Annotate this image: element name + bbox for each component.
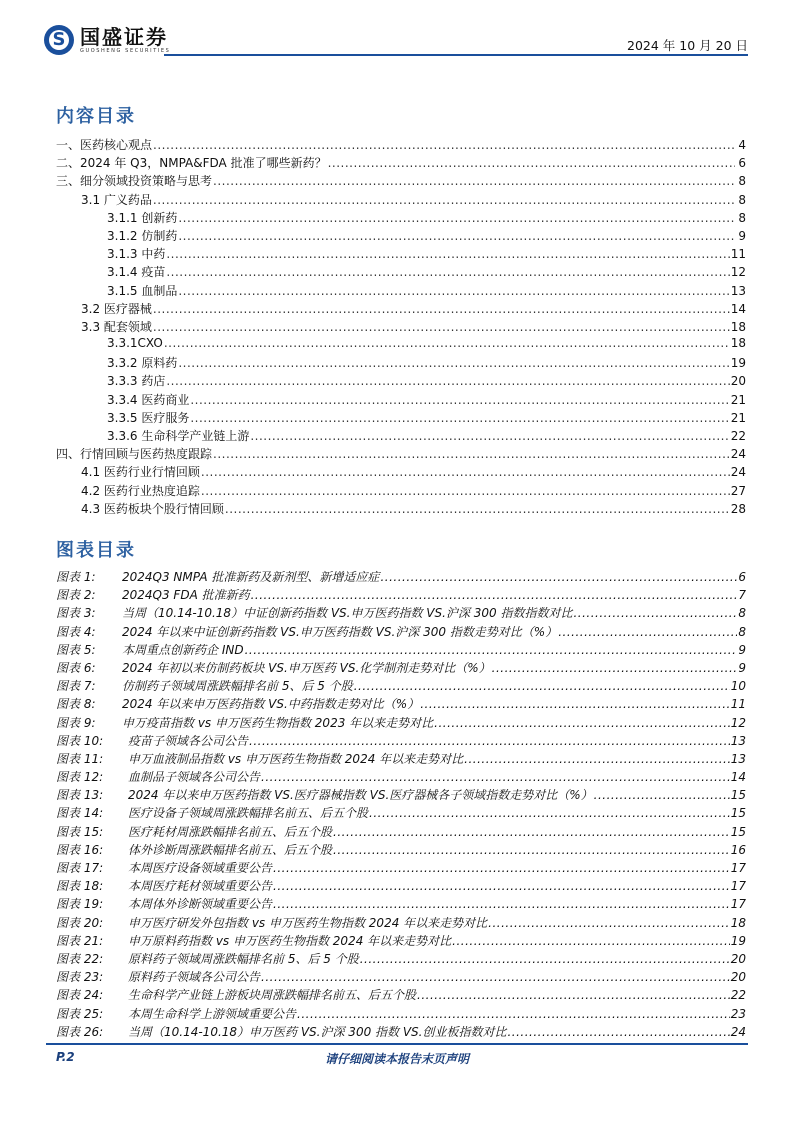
toc-entry-label: 一、医药核心观点 <box>56 138 153 152</box>
dot-leader <box>573 606 737 620</box>
toc-entry[interactable] <box>56 136 746 154</box>
dot-leader <box>297 1007 730 1021</box>
toc-entry-page: 21 <box>730 392 746 407</box>
figure-page: 20 <box>730 951 746 966</box>
figure-page: 10 <box>730 679 746 694</box>
figure-label: 2024 年以来申万医药指数 VS.中药指数走势对比（%） <box>122 697 420 712</box>
figure-label: 生命科学产业链上游板块周涨跌幅排名前五、后五个股 <box>128 988 417 1003</box>
dot-leader <box>249 734 730 748</box>
figure-label: 申万原料药指数 vs 申万医药生物指数 2024 年以来走势对比 <box>128 933 452 948</box>
toc-entry-page: 8 <box>738 192 746 207</box>
figure-number: 图表 26: <box>56 1024 104 1039</box>
figure-number: 图表 1: <box>56 570 96 584</box>
figure-page: 14 <box>730 770 746 785</box>
toc-entry-page: 28 <box>730 501 746 516</box>
figure-entry[interactable] <box>56 586 746 604</box>
dot-leader <box>178 211 735 225</box>
toc-entry[interactable] <box>56 482 746 500</box>
toc-entry-page: 19 <box>730 356 746 371</box>
figure-entry[interactable] <box>56 695 746 713</box>
dot-leader <box>360 952 730 966</box>
dot-leader <box>190 393 729 407</box>
dot-leader <box>213 174 735 188</box>
figure-entry[interactable] <box>56 1005 746 1023</box>
figure-number: 图表 5: <box>56 642 96 657</box>
figure-entry[interactable] <box>56 659 746 677</box>
figure-number: 图表 22: <box>56 951 104 966</box>
toc-entry-label: 3.3.1CXO <box>107 336 163 351</box>
toc-entry[interactable] <box>56 191 746 209</box>
toc-entry-label: 3.1 广义药品 <box>81 192 152 207</box>
figure-entry[interactable] <box>56 841 746 859</box>
figure-entry[interactable] <box>56 968 746 986</box>
figure-page: 13 <box>730 751 746 766</box>
toc-entry-label: 二、2024 年 Q3，NMPA&FDA 批准了哪些新药？ <box>56 156 327 171</box>
figure-number: 图表 6: <box>56 660 96 675</box>
dot-leader <box>178 284 729 298</box>
figure-entry[interactable] <box>56 986 746 1004</box>
dot-leader <box>164 336 730 350</box>
dot-leader <box>273 861 730 875</box>
toc-entry-label: 3.1.5 血制品 <box>107 283 178 298</box>
figure-page: 22 <box>730 988 746 1003</box>
toc-entry-page: 24 <box>730 447 746 462</box>
figure-number: 图表 7: <box>56 679 96 694</box>
toc-entry[interactable] <box>56 372 746 390</box>
toc-entry[interactable] <box>56 391 746 409</box>
figure-entry[interactable] <box>56 877 746 895</box>
toc-entry[interactable] <box>56 154 746 172</box>
figure-page: 17 <box>730 897 746 912</box>
toc-entry-label: 3.1.3 中药 <box>107 247 166 262</box>
figure-page: 9 <box>738 660 746 675</box>
dot-leader <box>452 934 730 948</box>
figure-number: 图表 2: <box>56 588 96 603</box>
dot-leader <box>354 679 730 693</box>
figure-entry[interactable] <box>56 714 746 732</box>
figure-entry[interactable] <box>56 823 746 841</box>
figure-page: 6 <box>738 570 746 584</box>
figure-page: 7 <box>738 588 746 603</box>
toc-entry-label: 3.3.5 医疗服务 <box>107 410 190 425</box>
toc-entry-page: 4 <box>738 138 746 152</box>
logo-name-cn: 国盛证券 <box>80 24 168 49</box>
dot-leader <box>369 806 730 820</box>
figure-label: 2024 年以来中证创新药指数 VS.申万医药指数 VS.沪深 300 指数走势对比（%） <box>122 624 558 639</box>
page-header <box>0 0 794 60</box>
dot-leader <box>153 302 730 316</box>
toc-entry-page: 11 <box>730 247 746 262</box>
figure-label: 2024Q3 NMPA 批准新药及新剂型、新增适应症 <box>122 570 380 584</box>
dot-leader <box>153 320 730 334</box>
toc-entry-label: 3.2 医疗器械 <box>81 301 152 316</box>
figure-label: 血制品子领域各公司公告 <box>128 770 261 785</box>
figure-label: 疫苗子领域各公司公告 <box>128 733 249 748</box>
toc-entry-label: 三、细分领域投资策略与思考 <box>56 174 213 189</box>
figure-label: 申万疫苗指数 vs 申万医药生物指数 2023 年以来走势对比 <box>122 715 434 730</box>
figure-number: 图表 14: <box>56 806 104 821</box>
figure-label: 申万医疗研发外包指数 vs 申万医药生物指数 2024 年以来走势对比 <box>128 915 488 930</box>
toc-entry-page: 18 <box>730 319 746 334</box>
figure-label: 体外诊断周涨跌幅排名前五、后五个股 <box>128 842 333 857</box>
figure-number: 图表 10: <box>56 733 104 748</box>
figure-label: 当周（10.14-10.18）中证创新药指数 VS.申万医药指数 VS.沪深 300 指数指数对比 <box>122 606 573 621</box>
dot-leader <box>178 356 729 370</box>
toc-entry-label: 3.3 配套领域 <box>81 319 152 334</box>
figure-number: 图表 17: <box>56 861 104 875</box>
dot-leader <box>420 697 730 711</box>
contents-title: 内容目录 <box>56 106 136 127</box>
dot-leader <box>333 825 730 839</box>
dot-leader <box>380 570 737 584</box>
figure-page: 24 <box>730 1024 746 1039</box>
toc-entry-page: 24 <box>730 465 746 480</box>
toc-entry-page: 8 <box>738 210 746 225</box>
toc-entry[interactable] <box>56 409 746 427</box>
figure-page: 15 <box>730 824 746 839</box>
figure-entry[interactable] <box>56 604 746 622</box>
figure-entry[interactable] <box>56 768 746 786</box>
figure-entry[interactable] <box>56 677 746 695</box>
figure-label: 本周生命科学上游领域重要公告 <box>128 1006 297 1021</box>
dot-leader <box>273 879 730 893</box>
dot-leader <box>328 156 735 170</box>
dot-leader <box>417 988 730 1002</box>
toc-entry-page: 8 <box>738 174 746 189</box>
figure-number: 图表 21: <box>56 933 104 948</box>
dot-leader <box>333 843 730 857</box>
figure-page: 9 <box>738 642 746 657</box>
toc-entry[interactable] <box>56 282 746 300</box>
toc-entry-page: 22 <box>730 429 746 443</box>
logo-icon: S <box>44 25 74 55</box>
toc-entry-label: 3.3.6 生命科学产业链上游 <box>107 429 250 443</box>
toc-entry-label: 3.3.4 医药商业 <box>107 392 190 407</box>
toc-entry[interactable] <box>56 227 746 245</box>
dot-leader <box>464 752 730 766</box>
figure-label: 原料药子领域周涨跌幅排名前 5、后 5 个股 <box>128 951 359 966</box>
dot-leader <box>273 897 730 911</box>
dot-leader <box>245 643 738 657</box>
footer-divider <box>46 1043 748 1045</box>
figure-number: 图表 13: <box>56 788 104 803</box>
dot-leader <box>190 411 729 425</box>
figures-title: 图表目录 <box>56 540 136 561</box>
figure-entry[interactable] <box>56 1023 746 1041</box>
toc-entry[interactable] <box>56 445 746 463</box>
header-divider <box>164 54 748 56</box>
dot-leader <box>225 502 730 516</box>
figure-label: 医疗耗材周涨跌幅排名前五、后五个股 <box>128 824 333 839</box>
figure-number: 图表 20: <box>56 915 104 930</box>
figure-number: 图表 18: <box>56 879 104 894</box>
figure-page: 13 <box>730 733 746 748</box>
toc-entry-label: 四、行情回顾与医药热度跟踪 <box>56 447 213 462</box>
figure-label: 本周医疗设备领域重要公告 <box>128 861 273 875</box>
figure-page: 18 <box>730 915 746 930</box>
figure-label: 医疗设备子领域周涨跌幅排名前五、后五个股 <box>128 806 369 821</box>
logo-name-en: GUOSHENG SECURITIES <box>80 47 171 54</box>
toc-entry-label: 3.1.1 创新药 <box>107 210 178 225</box>
figure-entry[interactable] <box>56 895 746 913</box>
figure-entry[interactable] <box>56 623 746 641</box>
dot-leader <box>261 970 730 984</box>
figure-entry[interactable] <box>56 914 746 932</box>
dot-leader <box>153 193 735 207</box>
figure-number: 图表 24: <box>56 988 104 1003</box>
figure-entry[interactable] <box>56 641 746 659</box>
figure-page: 8 <box>738 606 746 621</box>
toc-entry-label: 3.3.3 药店 <box>107 374 166 389</box>
toc-entry[interactable] <box>56 318 746 336</box>
figure-label: 2024 年初以来仿制药板块 VS.申万医药 VS.化学制剂走势对比（%） <box>122 660 491 675</box>
figure-page: 15 <box>730 806 746 821</box>
dot-leader <box>166 247 729 261</box>
figure-number: 图表 12: <box>56 770 104 785</box>
dot-leader <box>251 588 738 602</box>
figure-page: 12 <box>730 715 746 730</box>
dot-leader <box>594 788 730 802</box>
figure-entry[interactable] <box>56 750 746 768</box>
figure-number: 图表 3: <box>56 606 96 621</box>
toc-entry[interactable] <box>56 354 746 372</box>
toc-entry-page: 13 <box>730 283 746 298</box>
toc-entry[interactable] <box>56 209 746 227</box>
dot-leader <box>250 429 729 443</box>
disclaimer-note: 请仔细阅读本报告末页声明 <box>324 1052 469 1066</box>
toc-entry-page: 20 <box>730 374 746 389</box>
figure-page: 8 <box>738 624 746 639</box>
figure-number: 图表 9: <box>56 715 96 730</box>
toc-entry[interactable] <box>56 245 746 263</box>
page-number: P.2 <box>56 1050 75 1064</box>
figure-entry[interactable] <box>56 804 746 822</box>
toc-entry[interactable] <box>56 500 746 518</box>
figure-label: 申万血液制品指数 vs 申万医药生物指数 2024 年以来走势对比 <box>128 751 464 766</box>
figure-number: 图表 8: <box>56 697 96 712</box>
dot-leader <box>201 484 730 498</box>
dot-leader <box>178 229 735 243</box>
toc-entry[interactable] <box>56 427 746 445</box>
figure-page: 15 <box>730 788 746 803</box>
figure-page: 23 <box>730 1006 746 1021</box>
table-of-contents <box>56 136 746 518</box>
toc-entry-page: 14 <box>730 301 746 316</box>
toc-entry[interactable] <box>56 172 746 190</box>
figure-entry[interactable] <box>56 932 746 950</box>
figure-page: 11 <box>730 697 746 712</box>
dot-leader <box>166 265 729 279</box>
figure-entry[interactable] <box>56 732 746 750</box>
figure-number: 图表 15: <box>56 824 104 839</box>
figure-entry[interactable] <box>56 950 746 968</box>
figure-label: 本周重点创新药企 IND <box>122 642 244 657</box>
toc-entry[interactable] <box>56 336 746 354</box>
figure-label: 2024 年以来申万医药指数 VS.医疗器械指数 VS.医疗器械各子领域指数走势对比（%） <box>128 788 593 803</box>
toc-entry-label: 4.2 医药行业热度追踪 <box>81 483 200 498</box>
dot-leader <box>492 661 738 675</box>
toc-entry-label: 4.1 医药行业行情回顾 <box>81 465 200 480</box>
figure-label: 本周体外诊断领域重要公告 <box>128 897 273 912</box>
company-logo <box>44 25 170 55</box>
toc-entry-page: 12 <box>730 265 746 280</box>
toc-entry-label: 4.3 医药板块个股行情回顾 <box>81 501 224 516</box>
figure-label: 仿制药子领域周涨跌幅排名前 5、后 5 个股 <box>122 679 353 694</box>
figure-label: 本周医疗耗材领域重要公告 <box>128 879 273 894</box>
figure-number: 图表 19: <box>56 897 104 912</box>
toc-entry-label: 3.3.2 原料药 <box>107 356 178 371</box>
dot-leader <box>434 716 730 730</box>
report-date: 2024 年 10 月 20 日 <box>627 38 748 53</box>
figure-number: 图表 23: <box>56 970 104 985</box>
figure-page: 16 <box>730 842 746 857</box>
figure-page: 19 <box>730 933 746 948</box>
figure-label: 当周（10.14-10.18）申万医药 VS.沪深 300 指数 VS.创业板指数对比 <box>128 1024 507 1039</box>
dot-leader <box>201 465 730 479</box>
toc-entry[interactable] <box>56 300 746 318</box>
toc-entry-page: 9 <box>738 228 746 243</box>
figure-page: 17 <box>730 879 746 894</box>
figure-number: 图表 25: <box>56 1006 104 1021</box>
dot-leader <box>488 916 730 930</box>
figure-number: 图表 11: <box>56 751 104 766</box>
toc-entry[interactable] <box>56 263 746 281</box>
figure-label: 原料药子领域各公司公告 <box>128 970 261 985</box>
figure-number: 图表 16: <box>56 842 104 857</box>
figure-entry[interactable] <box>56 859 746 877</box>
list-of-figures <box>56 568 746 1041</box>
toc-entry[interactable] <box>56 463 746 481</box>
dot-leader <box>558 625 737 639</box>
figure-page: 17 <box>730 861 746 875</box>
dot-leader <box>213 447 730 461</box>
toc-entry-label: 3.1.4 疫苗 <box>107 265 166 280</box>
figure-page: 20 <box>730 970 746 985</box>
figure-entry[interactable] <box>56 568 746 586</box>
dot-leader <box>261 770 730 784</box>
figure-entry[interactable] <box>56 786 746 804</box>
toc-entry-page: 18 <box>730 336 746 351</box>
figure-number: 图表 4: <box>56 624 96 639</box>
dot-leader <box>166 374 729 388</box>
toc-entry-label: 3.1.2 仿制药 <box>107 228 178 243</box>
figure-label: 2024Q3 FDA 批准新药 <box>122 588 250 603</box>
dot-leader <box>507 1025 729 1039</box>
toc-entry-page: 27 <box>730 483 746 498</box>
dot-leader <box>153 138 735 152</box>
toc-entry-page: 6 <box>738 156 746 171</box>
toc-entry-page: 21 <box>730 410 746 425</box>
